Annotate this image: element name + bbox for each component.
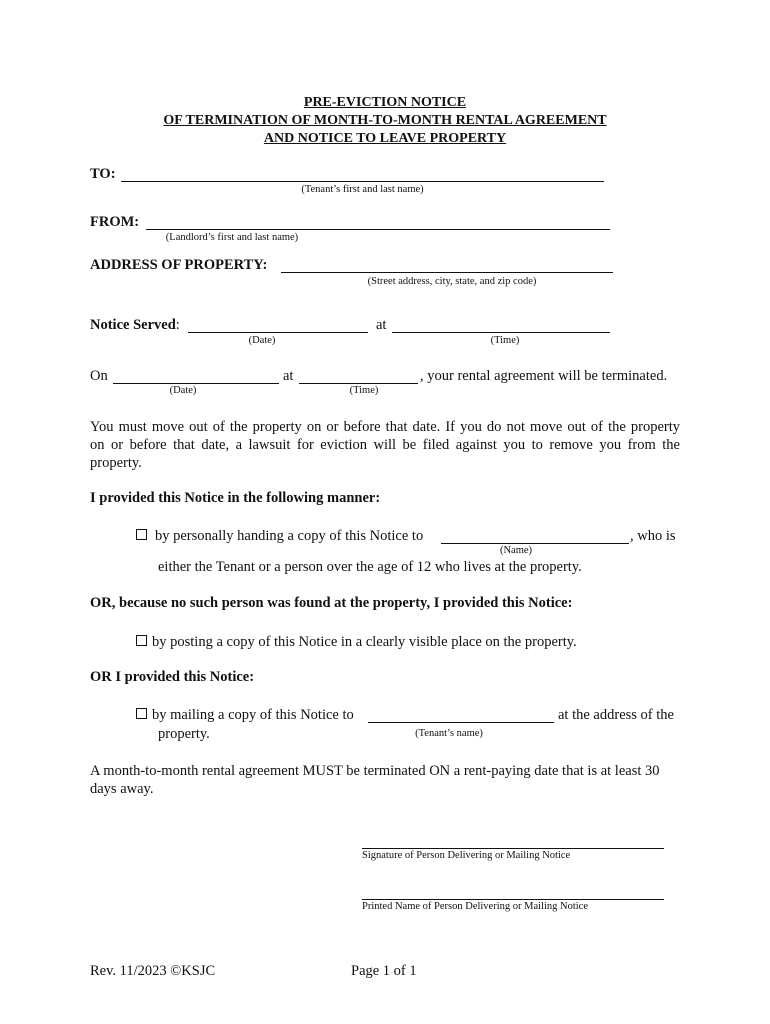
recipient-name-field[interactable] [441, 543, 629, 544]
to-label: TO: [90, 166, 116, 182]
mailing-tenant-name-field[interactable] [368, 722, 554, 723]
title-line-3: AND NOTICE TO LEAVE PROPERTY [263, 131, 507, 146]
termination-time-caption: (Time) [349, 385, 379, 396]
served-date-caption: (Date) [248, 335, 276, 346]
recipient-name-caption: (Name) [499, 545, 533, 556]
tenant-name-field[interactable] [121, 181, 604, 182]
personal-delivery-text: by personally handing a copy of this Notice to [155, 528, 424, 544]
served-at-label: at [376, 317, 387, 333]
on-label: On [90, 368, 108, 384]
served-time-field[interactable] [392, 332, 610, 333]
property-address-field[interactable] [281, 272, 613, 273]
property-address-caption: (Street address, city, state, and zip code) [367, 276, 537, 287]
option-mailing [136, 707, 354, 724]
posting-checkbox[interactable] [136, 635, 147, 646]
termination-date-field[interactable] [113, 383, 279, 384]
notice-served-text: Notice Served [90, 317, 176, 333]
landlord-name-caption: (Landlord’s first and last name) [165, 232, 299, 243]
footer-revision: Rev. 11/2023 ©KSJC [90, 963, 216, 979]
or-heading-mailing: OR I provided this Notice: [90, 669, 255, 685]
or-heading-posting: OR, because no such person was found at the property, I provided this Notice: [90, 595, 573, 611]
notice-served-colon: : [175, 317, 180, 333]
printed-name-field[interactable] [362, 899, 664, 900]
termination-suffix: , your rental agreement will be terminated. [420, 368, 668, 384]
termination-time-field[interactable] [299, 383, 418, 384]
mailing-tenant-caption: (Tenant’s name) [415, 728, 483, 739]
title-line-1: PRE-EVICTION NOTICE [303, 95, 467, 110]
title-line-2: OF TERMINATION OF MONTH-TO-MONTH RENTAL AGREEMENT [163, 113, 607, 128]
address-label: ADDRESS OF PROPERTY: [90, 257, 268, 273]
served-time-caption: (Time) [490, 335, 520, 346]
warning-line-1: A month-to-month rental agreement MUST be terminated ON a rent-paying date that is at least 30 [90, 763, 660, 779]
mailing-text: by mailing a copy of this Notice to [152, 707, 354, 723]
personal-delivery-checkbox[interactable] [136, 529, 147, 540]
posting-text: by posting a copy of this Notice in a clearly visible place on the property. [152, 634, 577, 650]
termination-date-caption: (Date) [169, 385, 197, 396]
option-posting [136, 634, 577, 651]
notice-served-label [90, 317, 180, 334]
served-date-field[interactable] [188, 332, 368, 333]
on-at-label: at [283, 368, 294, 384]
manner-heading: I provided this Notice in the following manner: [90, 490, 381, 506]
move-out-line-3: property. [90, 455, 142, 471]
tenant-name-caption: (Tenant’s first and last name) [301, 184, 424, 195]
landlord-name-field[interactable] [146, 229, 610, 230]
personal-delivery-suffix: , who is [630, 528, 676, 544]
footer-page-number: Page 1 of 1 [351, 963, 417, 979]
signature-field[interactable] [362, 848, 664, 849]
mailing-line-2: property. [158, 726, 210, 742]
mailing-checkbox[interactable] [136, 708, 147, 719]
printed-name-caption: Printed Name of Person Delivering or Mailing Notice [362, 901, 588, 912]
personal-delivery-line-2: either the Tenant or a person over the age of 12 who lives at the property. [158, 559, 582, 575]
warning-line-2: days away. [90, 781, 154, 797]
from-label: FROM: [90, 214, 140, 230]
move-out-line-2: on or before that date, a lawsuit for eviction will be filed against you to remove you from the [90, 437, 680, 453]
move-out-line-1: You must move out of the property on or before that date. If you do not move out of the property [90, 419, 680, 435]
mailing-suffix: at the address of the [558, 707, 674, 723]
signature-caption: Signature of Person Delivering or Mailing Notice [362, 850, 571, 861]
option-personal-delivery [136, 528, 423, 545]
